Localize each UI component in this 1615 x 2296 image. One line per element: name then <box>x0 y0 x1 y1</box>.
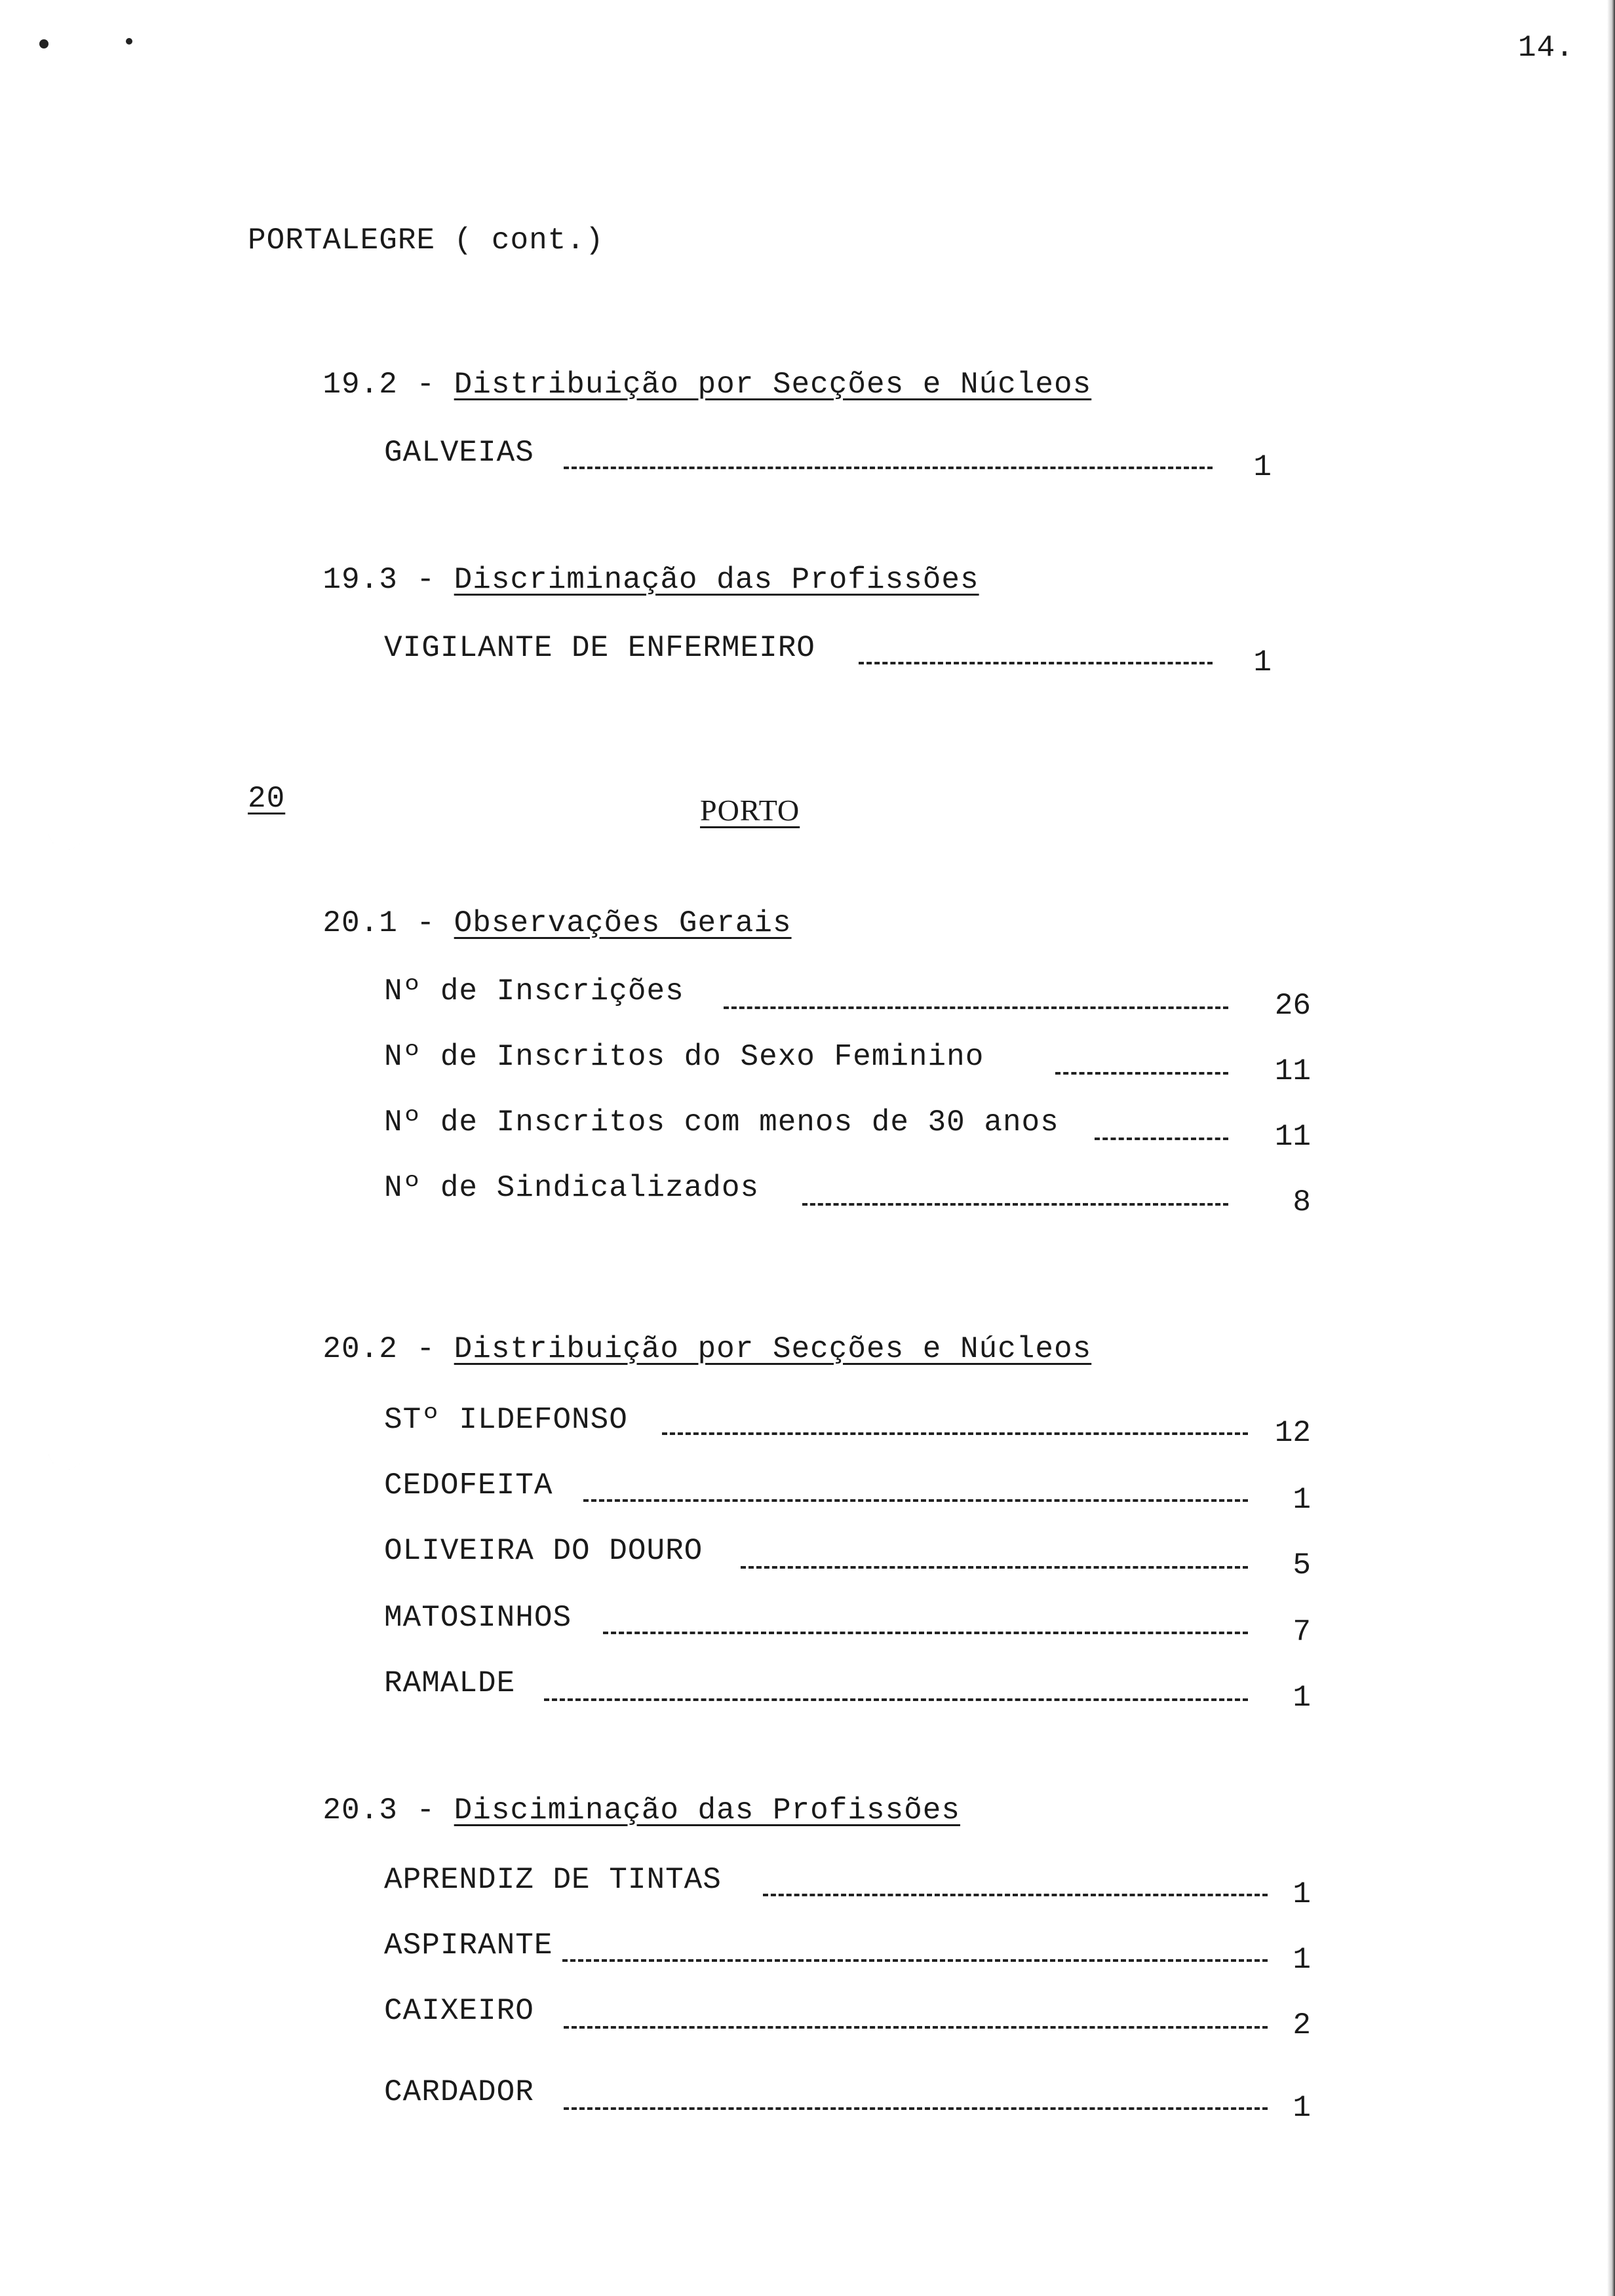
section-number: 20.2 - <box>322 1332 436 1366</box>
row-label: STº ILDEFONSO <box>384 1403 628 1437</box>
dotted-leader <box>1095 1138 1228 1140</box>
section-number: 20.1 - <box>322 906 436 940</box>
row-value: 1 <box>1293 1943 1311 1977</box>
dotted-leader <box>544 1698 1248 1701</box>
region-title: PORTO <box>700 794 800 827</box>
dotted-leader <box>763 1894 1268 1896</box>
row-label: APRENDIZ DE TINTAS <box>384 1863 722 1897</box>
row-label: CEDOFEITA <box>384 1468 553 1502</box>
row-value: 1 <box>1253 450 1272 484</box>
row-label: Nº de Inscritos do Sexo Feminino <box>384 1040 984 1074</box>
section-heading-20-2 <box>248 1304 1091 1394</box>
row-value: 1 <box>1293 1483 1311 1517</box>
dotted-leader <box>564 2107 1268 2110</box>
row-label: CAIXEIRO <box>384 1994 534 2028</box>
row-label: ASPIRANTE <box>384 1928 553 1962</box>
dotted-leader <box>583 1499 1248 1502</box>
row-label: MATOSINHOS <box>384 1601 572 1635</box>
scan-speck <box>126 38 132 45</box>
dotted-leader <box>741 1566 1248 1569</box>
row-value: 2 <box>1293 2008 1311 2042</box>
page-number: 14. <box>1518 31 1574 65</box>
dotted-leader <box>603 1632 1248 1634</box>
row-label: Nº de Inscritos com menos de 30 anos <box>384 1105 1059 1139</box>
dotted-leader <box>562 1959 1268 1962</box>
punch-hole-icon <box>45 1439 88 1482</box>
scan-speck <box>39 39 49 48</box>
section-title: Distribuição por Secções e Núcleos <box>454 368 1092 402</box>
page-edge-shadow <box>1607 0 1615 2296</box>
section-heading-19-2 <box>248 339 1091 430</box>
dotted-leader <box>564 2026 1268 2029</box>
dotted-leader <box>859 662 1213 664</box>
row-value: 1 <box>1293 2091 1311 2125</box>
section-title: Disciminação das Profissões <box>454 1793 960 1827</box>
row-value: 5 <box>1293 1548 1311 1582</box>
section-number: 19.2 - <box>322 368 436 402</box>
dotted-leader <box>1055 1072 1228 1075</box>
dotted-leader <box>802 1203 1228 1206</box>
row-value: 12 <box>1274 1416 1311 1450</box>
section-number: 19.3 - <box>322 563 436 597</box>
row-value: 1 <box>1293 1877 1311 1911</box>
dotted-leader <box>564 467 1213 469</box>
row-label: Nº de Inscrições <box>384 974 684 1008</box>
row-label: OLIVEIRA DO DOURO <box>384 1534 703 1568</box>
row-value: 1 <box>1253 645 1272 679</box>
region-number: 20 <box>248 782 286 816</box>
row-value: 1 <box>1293 1681 1311 1715</box>
section-title: Observações Gerais <box>454 906 792 940</box>
punch-hole-icon <box>45 819 88 862</box>
row-label: GALVEIAS <box>384 436 534 470</box>
row-value: 11 <box>1274 1120 1311 1154</box>
section-number: 20.3 - <box>322 1793 436 1827</box>
section-heading-19-3 <box>248 535 979 625</box>
row-value: 11 <box>1274 1054 1311 1088</box>
row-value: 26 <box>1274 989 1311 1023</box>
row-label: VIGILANTE DE ENFERMEIRO <box>384 631 815 665</box>
row-value: 7 <box>1293 1615 1311 1649</box>
row-label: RAMALDE <box>384 1666 516 1700</box>
row-label: Nº de Sindicalizados <box>384 1171 760 1205</box>
section-title: Discriminação das Profissões <box>454 563 979 597</box>
section-heading-20-3 <box>248 1765 960 1856</box>
dotted-leader <box>662 1432 1248 1435</box>
dotted-leader <box>724 1006 1228 1009</box>
row-label: CARDADOR <box>384 2075 534 2109</box>
row-value: 8 <box>1293 1185 1311 1219</box>
continuation-title: PORTALEGRE ( cont.) <box>248 223 604 258</box>
section-title: Distribuição por Secções e Núcleos <box>454 1332 1092 1366</box>
section-heading-20-1 <box>248 878 792 968</box>
